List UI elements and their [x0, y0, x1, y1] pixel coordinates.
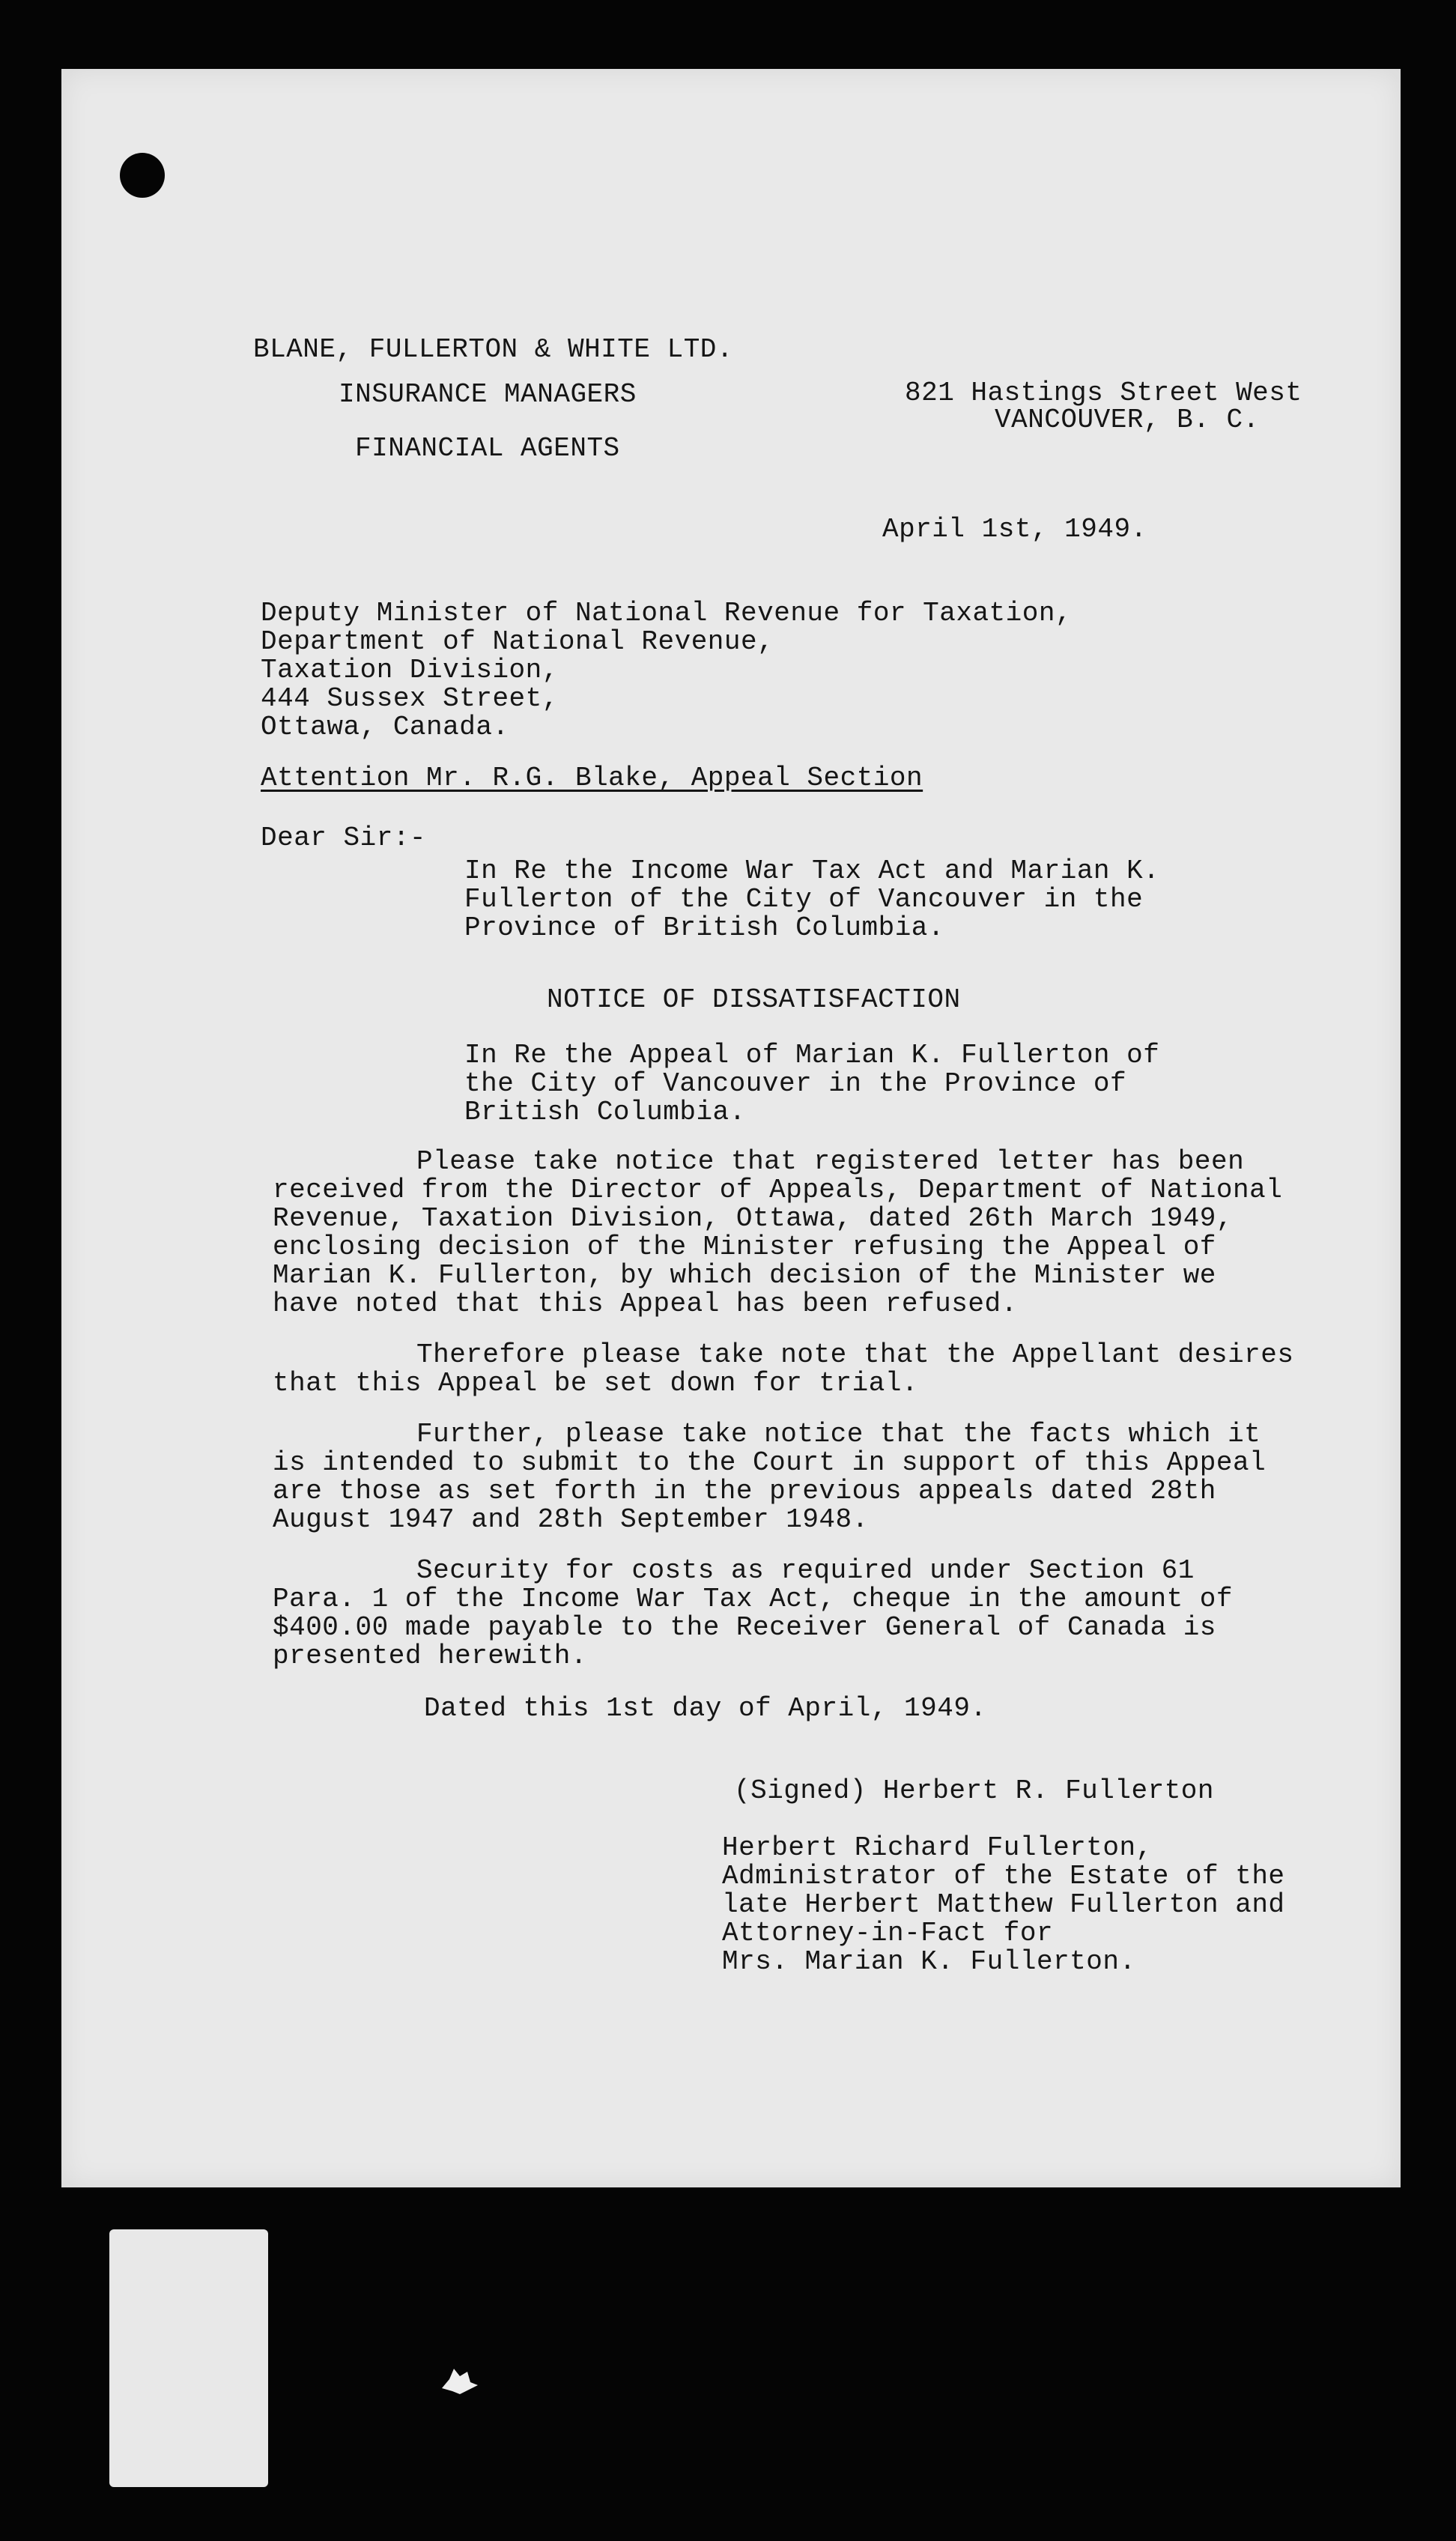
address-street: 821 Hastings Street West	[905, 378, 1302, 408]
address-city: VANCOUVER, B. C.	[995, 405, 1260, 435]
recipient-line: 444 Sussex Street,	[261, 683, 559, 714]
dust-speck	[437, 2366, 481, 2397]
body-line: Security for costs as required under Section 61	[416, 1555, 1195, 1586]
recipient-line: Ottawa, Canada.	[261, 712, 509, 742]
body-line: Further, please take notice that the facts which it	[416, 1419, 1261, 1450]
signature-line: Mrs. Marian K. Fullerton.	[722, 1946, 1136, 1977]
body-line: Therefore please take note that the Appellant desires	[416, 1339, 1294, 1370]
signature-line: Attorney-in-Fact for	[722, 1918, 1054, 1948]
body-line: is intended to submit to the Court in support of this Appeal	[273, 1447, 1267, 1478]
dated-line: Dated this 1st day of April, 1949.	[424, 1693, 987, 1724]
letterhead-insurance: INSURANCE MANAGERS	[339, 379, 637, 410]
body-line: $400.00 made payable to the Receiver General of Canada is	[273, 1612, 1216, 1643]
body-line: received from the Director of Appeals, Department of National	[273, 1175, 1283, 1205]
signature-line: Herbert Richard Fullerton,	[722, 1832, 1153, 1863]
re-line: Province of British Columbia.	[464, 912, 945, 943]
body-line: Revenue, Taxation Division, Ottawa, dated 26th March 1949,	[273, 1203, 1234, 1234]
paper-slip	[109, 2229, 268, 2487]
company-name: BLANE, FULLERTON & WHITE LTD.	[253, 334, 734, 365]
signature-line: late Herbert Matthew Fullerton and	[722, 1889, 1285, 1920]
body-line: are those as set forth in the previous appeals dated 28th	[273, 1476, 1216, 1506]
re-line: Fullerton of the City of Vancouver in the	[464, 884, 1144, 915]
body-line: presented herewith.	[273, 1641, 587, 1671]
appeal-line: In Re the Appeal of Marian K. Fullerton of	[464, 1040, 1160, 1070]
body-line: that this Appeal be set down for trial.	[273, 1368, 919, 1399]
recipient-line: Department of National Revenue,	[261, 626, 774, 657]
attention-line: Attention Mr. R.G. Blake, Appeal Section	[261, 763, 923, 793]
body-line: enclosing decision of the Minister refusing the Appeal of	[273, 1232, 1216, 1262]
recipient-line: Taxation Division,	[261, 655, 559, 685]
signature-line: Administrator of the Estate of the	[722, 1861, 1285, 1892]
body-line: Marian K. Fullerton, by which decision of the Minister we	[273, 1260, 1216, 1291]
body-line: Para. 1 of the Income War Tax Act, cheque in the amount of	[273, 1584, 1234, 1614]
appeal-line: British Columbia.	[464, 1097, 746, 1127]
re-line: In Re the Income War Tax Act and Marian K.	[464, 855, 1160, 886]
appeal-line: the City of Vancouver in the Province of	[464, 1068, 1127, 1099]
signed-line: (Signed) Herbert R. Fullerton	[734, 1775, 1215, 1806]
salutation: Dear Sir:-	[261, 823, 427, 853]
punch-hole	[120, 153, 165, 198]
recipient-line: Deputy Minister of National Revenue for Taxation,	[261, 598, 1073, 629]
body-line: August 1947 and 28th September 1948.	[273, 1504, 869, 1535]
letterhead-financial: FINANCIAL AGENTS	[355, 433, 620, 464]
letter-date: April 1st, 1949.	[882, 514, 1147, 545]
notice-title: NOTICE OF DISSATISFACTION	[547, 984, 961, 1015]
body-line: have noted that this Appeal has been refused.	[273, 1288, 1018, 1319]
body-line: Please take notice that registered letter has been	[416, 1146, 1245, 1177]
